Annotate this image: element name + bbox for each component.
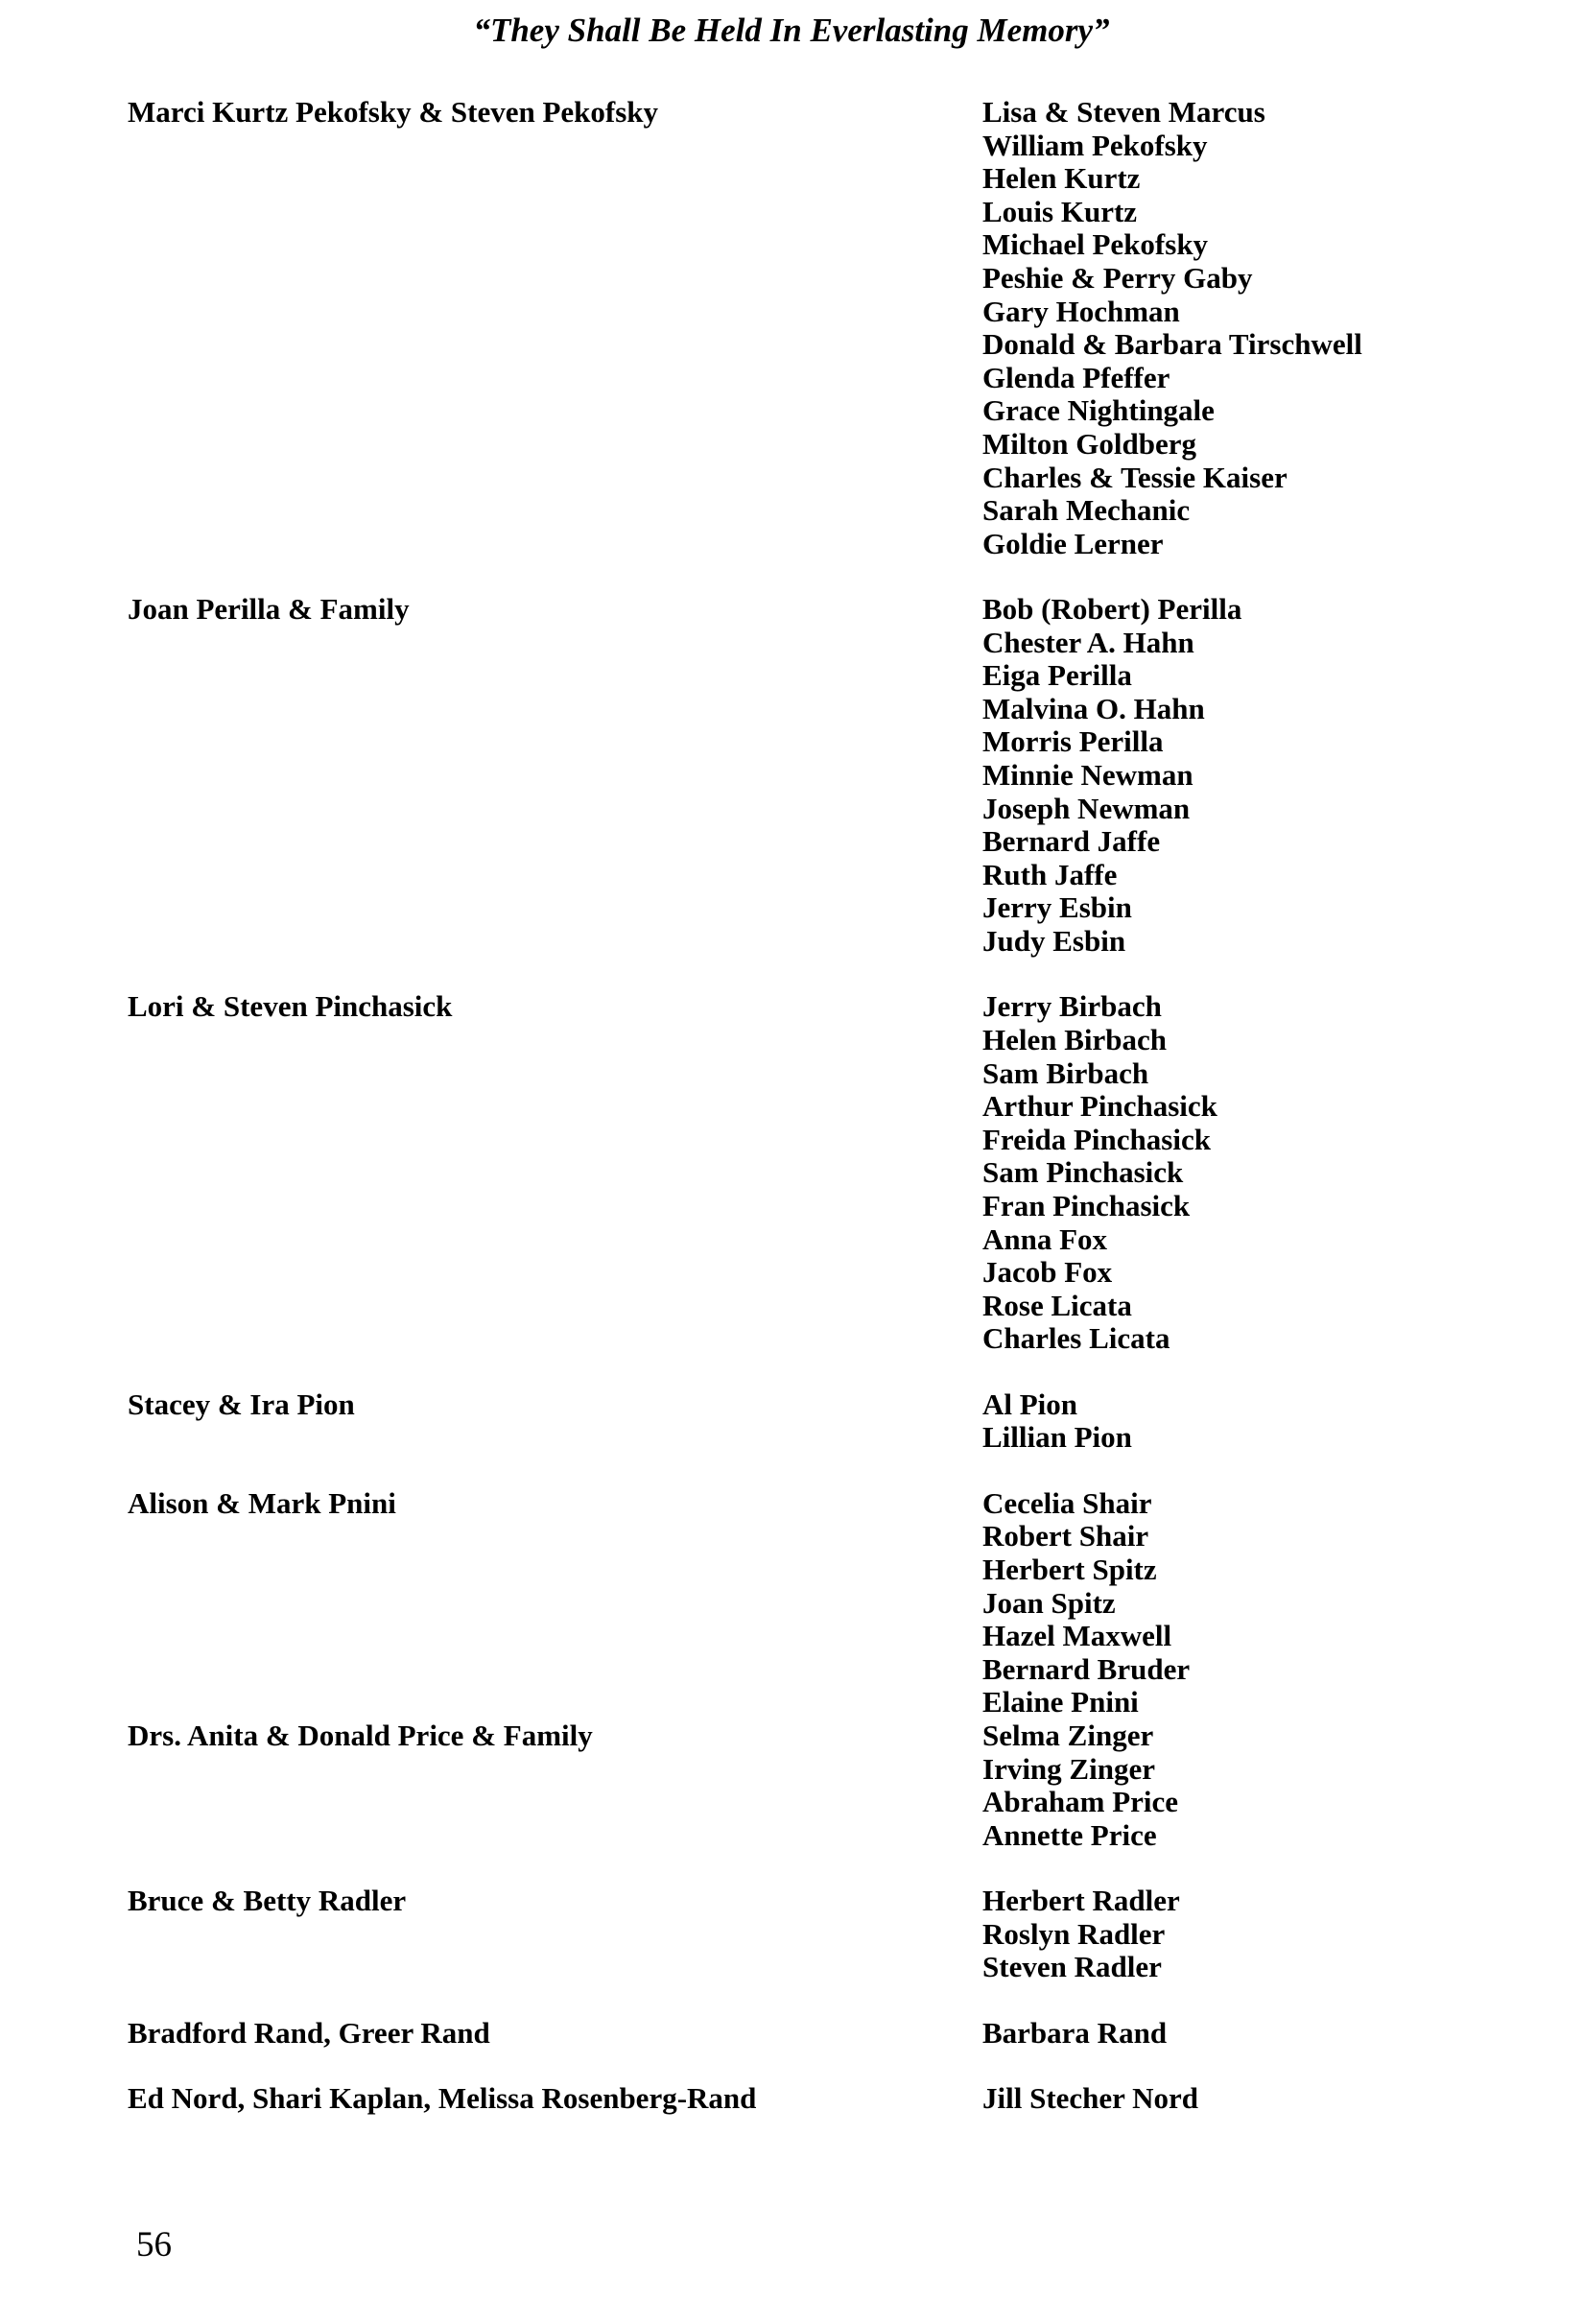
memorial-entry: [0, 2017, 1583, 2051]
donor-name: Stacey & Ira Pion: [128, 1387, 355, 1421]
honoree-name: Morris Perilla: [982, 724, 1164, 759]
honoree-name: Joseph Newman: [982, 791, 1191, 825]
memorial-entry: [0, 1388, 1583, 1455]
memorial-list: [0, 96, 1583, 2116]
honoree-list: [982, 1885, 1583, 1984]
honoree-name: Irving Zinger: [982, 1751, 1155, 1786]
honoree-name: Herbert Radler: [982, 1884, 1180, 1918]
honoree-name: Grace Nightingale: [982, 393, 1215, 428]
honoree-name: Gary Hochman: [982, 294, 1180, 328]
honoree-name: Charles Licata: [982, 1321, 1170, 1356]
honoree-name: Herbert Spitz: [982, 1552, 1157, 1586]
honoree-name: Hazel Maxwell: [982, 1619, 1172, 1653]
honoree-name: Chester A. Hahn: [982, 625, 1194, 659]
honoree-name: Lillian Pion: [982, 1420, 1132, 1455]
memorial-entry: [0, 96, 1583, 560]
memorial-entry: [0, 1487, 1583, 1853]
donor-name: Ed Nord, Shari Kaplan, Melissa Rosenberg-Rand: [128, 2081, 757, 2116]
honoree-name: Milton Goldberg: [982, 426, 1197, 461]
honoree-name: Goldie Lerner: [982, 526, 1164, 560]
donor-name: Drs. Anita & Donald Price & Family: [128, 1718, 593, 1752]
honoree-name: Bernard Jaffe: [982, 824, 1161, 859]
honoree-name: Jill Stecher Nord: [982, 2081, 1199, 2116]
honoree-name: William Pekofsky: [982, 128, 1208, 162]
honoree-name: Malvina O. Hahn: [982, 691, 1205, 725]
donor-name: Bradford Rand, Greer Rand: [128, 2015, 490, 2050]
honoree-name: Annette Price: [982, 1817, 1157, 1852]
honoree-name: Robert Shair: [982, 1519, 1149, 1553]
donor-name: Joan Perilla & Family: [128, 592, 410, 627]
memorial-entry: [0, 1885, 1583, 1984]
donor-name: Bruce & Betty Radler: [128, 1884, 407, 1918]
honoree-name: Bernard Bruder: [982, 1651, 1191, 1686]
honoree-name: Lisa & Steven Marcus: [982, 95, 1265, 129]
honoree-name: Cecelia Shair: [982, 1485, 1152, 1520]
honoree-name: Eiga Perilla: [982, 658, 1132, 693]
honoree-list: [982, 1487, 1583, 1853]
honoree-name: Helen Kurtz: [982, 161, 1141, 196]
honoree-name: Glenda Pfeffer: [982, 360, 1170, 394]
honoree-name: Sarah Mechanic: [982, 493, 1191, 528]
memorial-entry: [0, 2082, 1583, 2116]
honoree-name: Sam Pinchasick: [982, 1155, 1184, 1190]
honoree-name: Barbara Rand: [982, 2015, 1168, 2050]
honoree-name: Helen Birbach: [982, 1023, 1168, 1057]
honoree-name: Minnie Newman: [982, 758, 1193, 793]
honoree-name: Bob (Robert) Perilla: [982, 592, 1242, 627]
honoree-name: Steven Radler: [982, 1950, 1162, 1984]
honoree-name: Roslyn Radler: [982, 1916, 1166, 1951]
honoree-name: Judy Esbin: [982, 924, 1126, 959]
honoree-name: Freida Pinchasick: [982, 1122, 1211, 1156]
honoree-name: Ruth Jaffe: [982, 857, 1118, 891]
honoree-name: Jerry Esbin: [982, 890, 1132, 925]
honoree-name: Rose Licata: [982, 1288, 1132, 1322]
honoree-name: Abraham Price: [982, 1785, 1179, 1819]
honoree-list: [982, 96, 1583, 560]
honoree-list: [982, 2082, 1583, 2116]
honoree-name: Arthur Pinchasick: [982, 1089, 1217, 1124]
donor-name: Lori & Steven Pinchasick: [128, 989, 453, 1024]
honoree-name: Elaine Pnini: [982, 1685, 1139, 1719]
honoree-name: Donald & Barbara Tirschwell: [982, 327, 1362, 362]
honoree-list: [982, 593, 1583, 959]
page-number: 56: [136, 2225, 172, 2265]
honoree-name: Sam Birbach: [982, 1055, 1149, 1090]
honoree-name: Anna Fox: [982, 1221, 1108, 1256]
donor-name: Alison & Mark Pnini: [128, 1485, 396, 1520]
honoree-name: Selma Zinger: [982, 1718, 1154, 1752]
memorial-entry: [0, 990, 1583, 1356]
honoree-list: [982, 1388, 1583, 1455]
honoree-name: Joan Spitz: [982, 1585, 1116, 1620]
honoree-name: Charles & Tessie Kaiser: [982, 460, 1288, 494]
honoree-name: Jacob Fox: [982, 1255, 1113, 1290]
page-title: “They Shall Be Held In Everlasting Memory”: [473, 12, 1110, 49]
memorial-entry: [0, 593, 1583, 959]
honoree-list: [982, 2017, 1583, 2051]
honoree-name: Jerry Birbach: [982, 989, 1162, 1024]
honoree-name: Peshie & Perry Gaby: [982, 260, 1253, 295]
honoree-name: Louis Kurtz: [982, 194, 1138, 228]
honoree-list: [982, 990, 1583, 1356]
donor-name: Marci Kurtz Pekofsky & Steven Pekofsky: [128, 95, 659, 129]
honoree-name: Fran Pinchasick: [982, 1189, 1191, 1222]
honoree-name: Al Pion: [982, 1387, 1078, 1421]
honoree-name: Michael Pekofsky: [982, 227, 1209, 262]
